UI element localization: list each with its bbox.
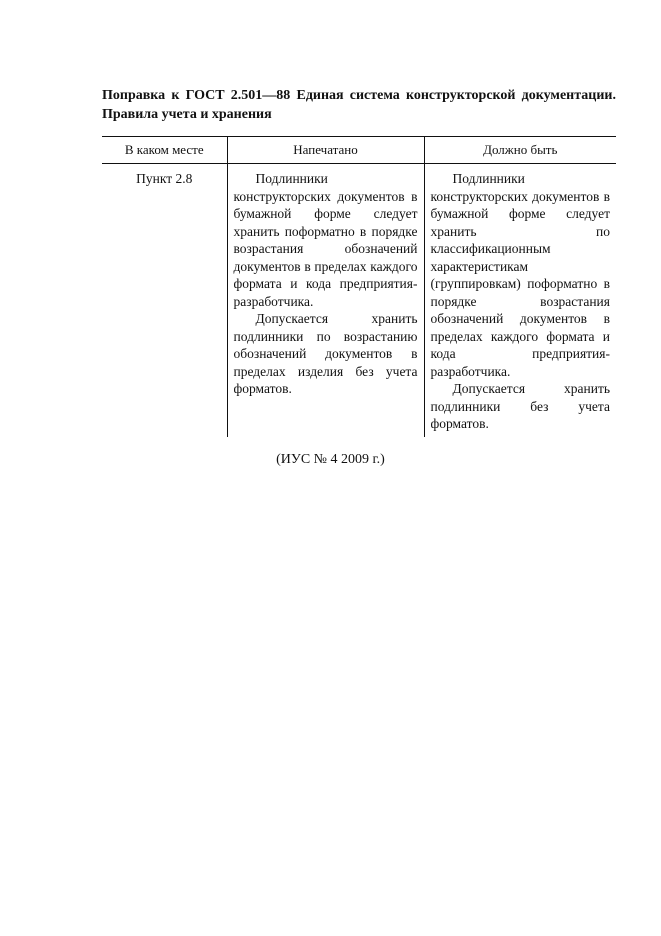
cell-location: Пункт 2.8 [136,171,193,186]
source-reference: (ИУС № 4 2009 г.) [276,452,385,467]
should-be-paragraph-2: Допускается хранить подлинники без учета форматов. [430,381,610,431]
printed-paragraph-2: Допускается хранить подлинники по возрастанию обозначений документов в пределах изделия без учета форматов. [233,311,418,396]
cell-printed [227,164,424,437]
header-location: В каком месте [102,137,227,164]
document-title: Поправка к ГОСТ 2.501—88 Единая система конструкторской документации. Правила учета и хранения [102,88,616,122]
printed-paragraph-1: Подлинники конструкторских документов в бумажной форме следует хранить поформатно в порядке возрастания обозначений документов в пределах каждого формата и кода предприятия-разработчика. [233,171,418,309]
should-be-paragraph-1: Подлинники конструкторских документов в бумажной форме следует хранить по классификационным характеристикам (группировкам) поформатно в порядке возрастания обозначений документов в пределах каждого формата и кода предприятия-разработчика. [430,171,610,379]
cell-should-be [424,164,616,437]
table-header-row [102,137,616,164]
table-row [102,164,616,437]
header-should-be: Должно быть [424,137,616,164]
amendment-table [102,136,616,437]
header-printed: Напечатано [227,137,424,164]
